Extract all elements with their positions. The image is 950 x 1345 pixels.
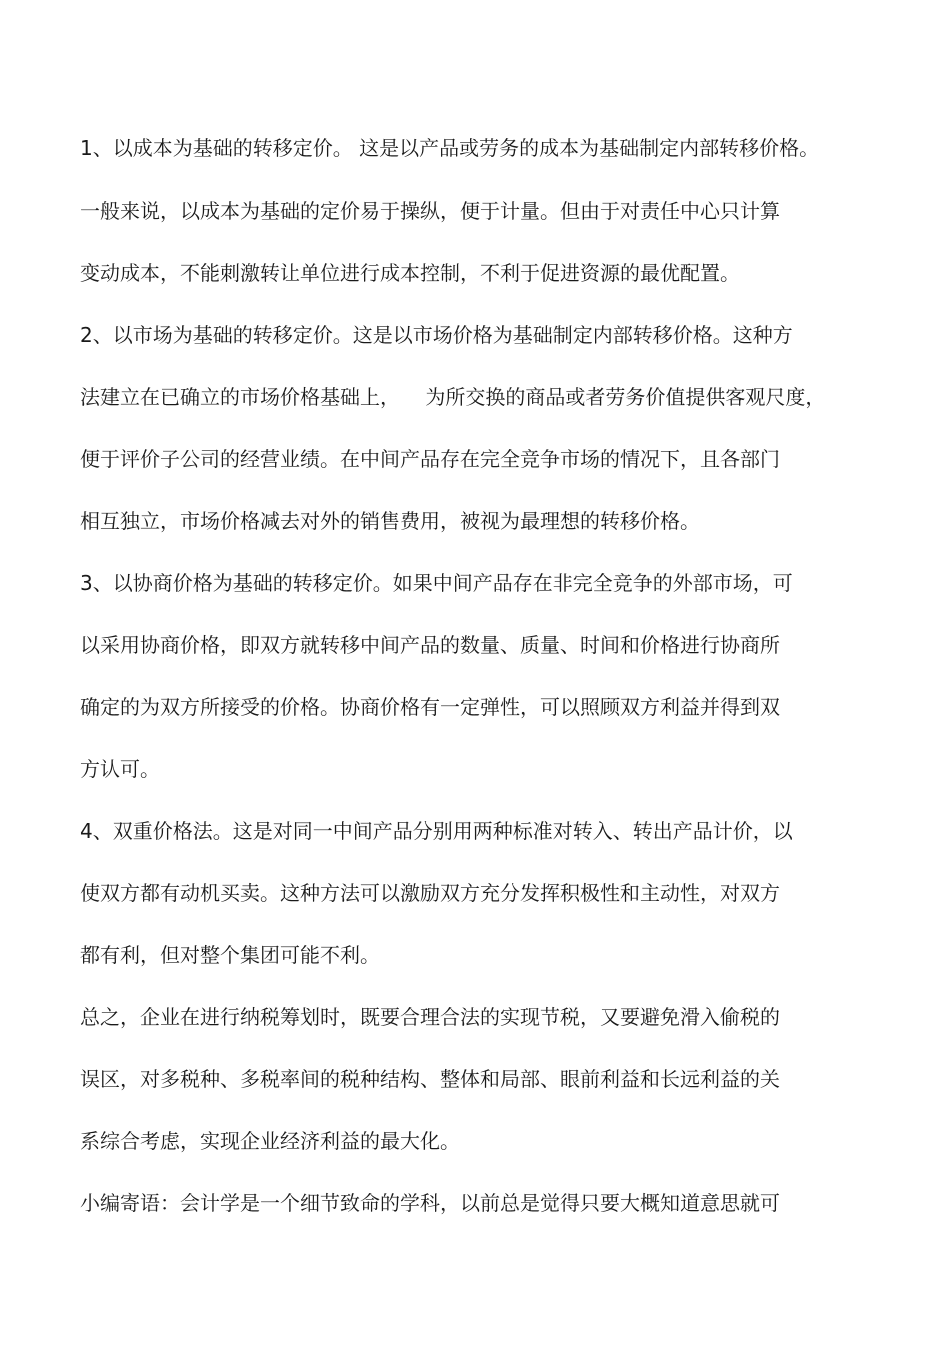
text-line: 方认可。: [80, 757, 160, 781]
text-line: 便于评价子公司的经营业绩。在中间产品存在完全竞争市场的情况下，且各部门: [80, 447, 780, 471]
text-line: 都有利，但对整个集团可能不利。: [80, 943, 380, 967]
text-line: 以采用协商价格，即双方就转移中间产品的数量、质量、时间和价格进行协商所: [80, 633, 780, 657]
text-line: 变动成本，不能刺激转让单位进行成本控制，不利于促进资源的最优配置。: [80, 261, 740, 285]
text-line: 系综合考虑，实现企业经济利益的最大化。: [80, 1129, 460, 1153]
text-line: 1、以成本为基础的转移定价。 这是以产品或劳务的成本为基础制定内部转移价格。: [80, 136, 820, 160]
text-line: 确定的为双方所接受的价格。协商价格有一定弹性，可以照顾双方利益并得到双: [80, 695, 780, 719]
text-line: 小编寄语：会计学是一个细节致命的学科，以前总是觉得只要大概知道意思就可: [80, 1191, 780, 1215]
text-line: 4、双重价格法。这是对同一中间产品分别用两种标准对转入、转出产品计价，以: [80, 819, 793, 843]
text-line: 3、以协商价格为基础的转移定价。如果中间产品存在非完全竞争的外部市场，可: [80, 571, 793, 595]
text-line: 误区，对多税种、多税率间的税种结构、整体和局部、眼前利益和长远利益的关: [80, 1067, 780, 1091]
text-line: 总之，企业在进行纳税筹划时，既要合理合法的实现节税，又要避免滑入偷税的: [80, 1005, 780, 1029]
text-line: 相互独立，市场价格减去对外的销售费用，被视为最理想的转移价格。: [80, 509, 700, 533]
text-line: 使双方都有动机买卖。这种方法可以激励双方充分发挥积极性和主动性，对双方: [80, 881, 780, 905]
text-line: 一般来说，以成本为基础的定价易于操纵，便于计量。但由于对责任中心只计算: [80, 199, 780, 223]
text-line: 法建立在已确立的市场价格基础上， 为所交换的商品或者劳务价值提供客观尺度，: [80, 385, 826, 409]
text-line: 2、以市场为基础的转移定价。这是以市场价格为基础制定内部转移价格。这种方: [80, 323, 793, 347]
